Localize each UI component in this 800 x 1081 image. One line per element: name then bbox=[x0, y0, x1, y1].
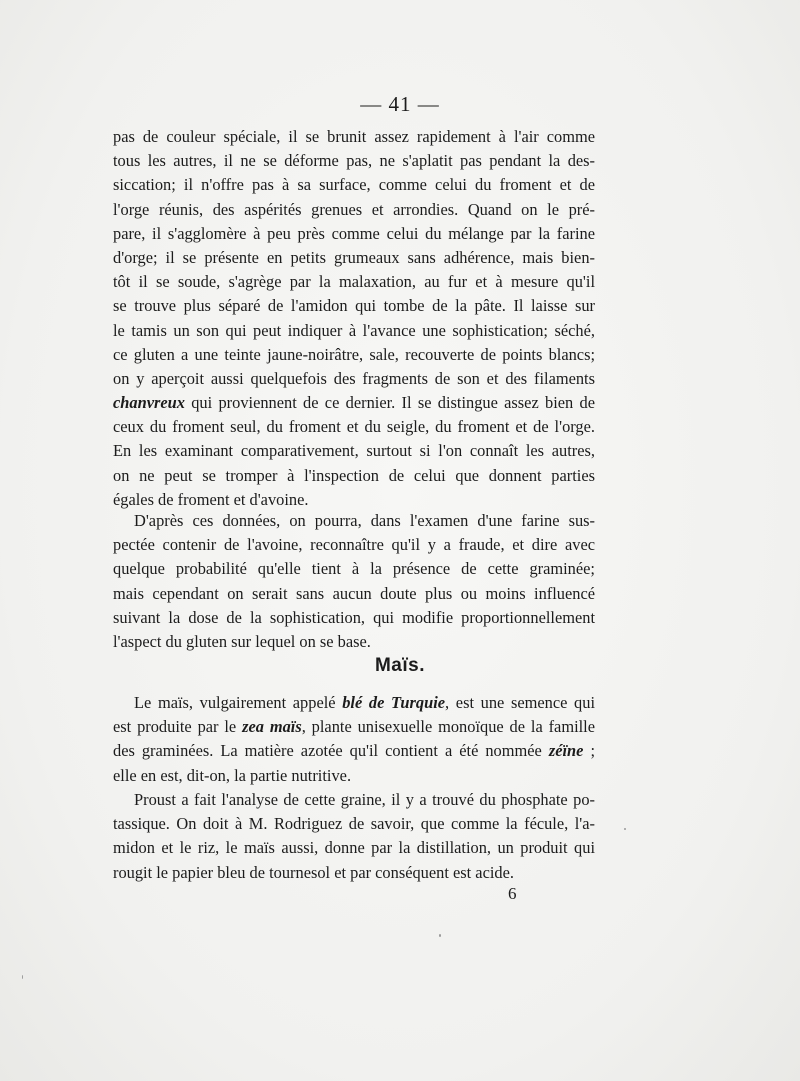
italic-term: zéïne bbox=[548, 741, 584, 761]
text-line: suivant la dose de la sophistication, qui modifie proportionnellement bbox=[113, 607, 595, 627]
text-line: tous les autres, il ne se déforme pas, ne s'aplatit pas pendant la des- bbox=[113, 151, 595, 171]
text-line: Proust a fait l'analyse de cette graine, il y a trouvé du phosphate po- bbox=[134, 790, 595, 809]
text-line: elle en est, dit-on, la partie nutritive. bbox=[113, 765, 352, 785]
text-line: l'aspect du gluten sur lequel on se base. bbox=[113, 631, 371, 651]
paragraph-conclusion-avoine bbox=[113, 509, 595, 654]
text-line: on ne peut se tromper à l'inspection de celui que donnent parties bbox=[113, 465, 595, 485]
text-line: midon et le riz, le maïs aussi, donne par la distillation, un produit qui bbox=[113, 838, 595, 858]
text-line: l'orge réunis, des aspérités grenues et arrondies. Quand on le pré- bbox=[113, 199, 595, 219]
text-line: se trouve plus séparé de l'amidon qui tombe de la pâte. Il laisse sur bbox=[113, 296, 595, 316]
text-line: ceux du froment seul, du froment et du seigle, du froment et de l'orge. bbox=[113, 417, 595, 437]
text-line: D'après ces données, on pourra, dans l'examen d'une farine sus- bbox=[134, 511, 595, 530]
paragraph-proust-analysis bbox=[113, 788, 595, 885]
paper-speck bbox=[624, 828, 626, 830]
text-line: pectée contenir de l'avoine, reconnaître qu'il y a fraude, et dire avec bbox=[113, 535, 595, 555]
italic-term: chanvreux bbox=[113, 393, 185, 413]
text-line: égales de froment et d'avoine. bbox=[113, 489, 309, 509]
paper-speck bbox=[22, 975, 23, 979]
text-line: En les examinant comparativement, surtout si l'on connaît les autres, bbox=[113, 441, 595, 461]
section-heading: Maïs. bbox=[374, 655, 426, 676]
text-line: d'orge; il se présente en petits grumeaux sans adhérence, mais bien- bbox=[113, 247, 595, 267]
text-line: tassique. On doit à M. Rodriguez de savoir, que comme la fécule, l'a- bbox=[113, 814, 595, 834]
signature-mark: 6 bbox=[508, 884, 517, 903]
text-line: rougit le papier bleu de tournesol et par conséquent est acide. bbox=[113, 862, 514, 882]
page-number-header: — 41 — bbox=[360, 92, 440, 116]
text-line: quelque probabilité qu'elle tient à la présence de cette graminée; bbox=[113, 559, 595, 579]
text-line: chanvreux qui proviennent de ce dernier. Il se distingue assez bien de bbox=[113, 393, 595, 413]
text-line: on y aperçoit aussi quelquefois des fragments de son et des filaments bbox=[113, 368, 595, 388]
text-line: siccation; il n'offre pas à sa surface, comme celui du froment et de bbox=[113, 175, 595, 195]
text-line: mais cependant on serait sans aucun doute plus ou moins influencé bbox=[113, 583, 595, 603]
paragraph-mais-intro bbox=[113, 691, 595, 788]
text-line: des graminées. La matière azotée qu'il contient a été nommée zéïne ; bbox=[113, 741, 595, 761]
text-line: le tamis un son qui peut indiquer à l'avance une sophistication; séché, bbox=[113, 320, 595, 340]
italic-term: blé de Turquie bbox=[342, 693, 446, 712]
paper-speck bbox=[439, 934, 441, 937]
text-line: pas de couleur spéciale, il se brunit assez rapidement à l'air comme bbox=[113, 127, 595, 146]
paragraph-gluten-description bbox=[113, 125, 595, 512]
text-line: pare, il s'agglomère à peu près comme celui du mélange par la farine bbox=[113, 223, 595, 243]
text-line: est produite par le zea maïs, plante unisexuelle monoïque de la famille bbox=[113, 717, 596, 737]
text-line: tôt il se soude, s'agrège par la malaxation, au fur et à mesure qu'il bbox=[113, 272, 595, 292]
text-line: ce gluten a une teinte jaune-noirâtre, sale, recouverte de points blancs; bbox=[113, 344, 595, 364]
text-line: Le maïs, vulgairement appelé blé de Turquie, est une semence qui bbox=[134, 693, 595, 712]
italic-term: zea maïs bbox=[242, 717, 302, 737]
